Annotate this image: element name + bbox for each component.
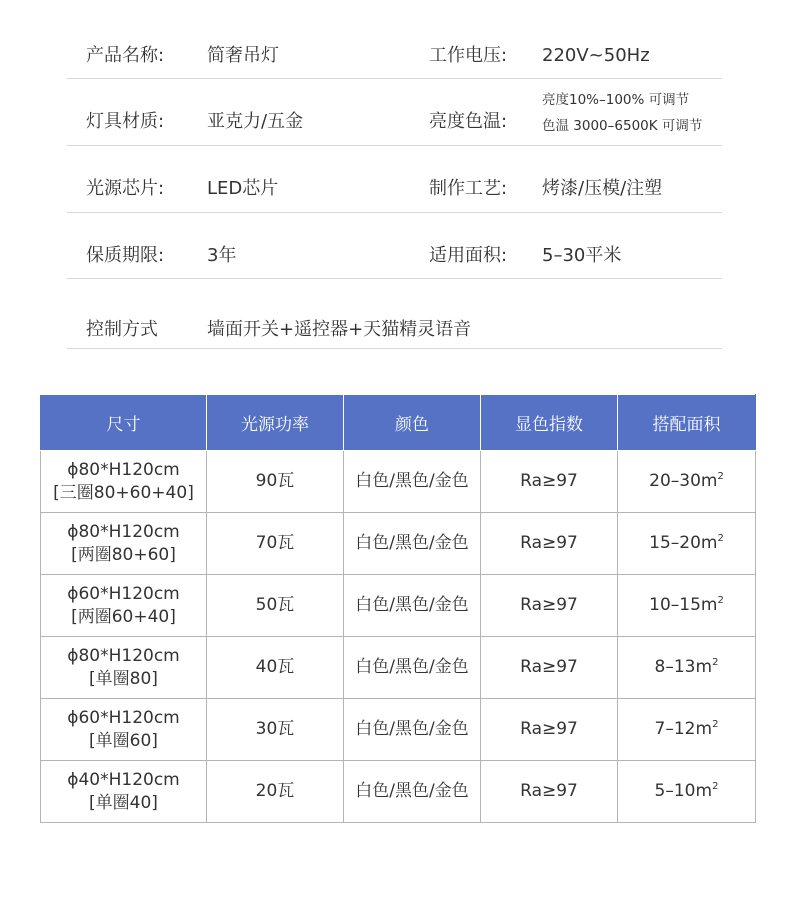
area-range: 10–15 <box>649 595 701 615</box>
power-cell: 70瓦 <box>207 513 344 575</box>
spec-value: 简奢吊灯 <box>207 45 279 66</box>
cri-cell: Ra≥97 <box>481 637 618 699</box>
area-unit: m <box>695 781 713 801</box>
spec-row <box>67 146 722 213</box>
area-unit: m <box>695 719 713 739</box>
table-row <box>41 699 756 761</box>
spec-value: 5–30平米 <box>542 245 622 266</box>
spec-value: LED芯片 <box>207 178 279 199</box>
size-cell <box>41 575 207 637</box>
size-dimensions: ϕ60*H120cm <box>67 583 180 604</box>
area-cell <box>618 761 756 823</box>
color-cell: 白色/黑色/金色 <box>344 513 481 575</box>
size-cell <box>41 637 207 699</box>
spec-row <box>67 22 722 79</box>
area-cell <box>618 699 756 761</box>
table-header-row <box>41 395 756 451</box>
area-cell <box>618 575 756 637</box>
size-cell <box>41 761 207 823</box>
spec-value: 亚克力/五金 <box>207 111 304 132</box>
spec-value: 烤漆/压模/注塑 <box>542 178 663 199</box>
area-unit: m <box>700 595 718 615</box>
color-cell: 白色/黑色/金色 <box>344 451 481 513</box>
size-rings: [三圈80+60+40] <box>53 482 194 503</box>
table-row <box>41 513 756 575</box>
area-cell <box>618 451 756 513</box>
header-cri: 显色指数 <box>481 395 618 451</box>
color-cell: 白色/黑色/金色 <box>344 761 481 823</box>
power-cell: 90瓦 <box>207 451 344 513</box>
area-unit-superscript: 2 <box>717 471 724 482</box>
area-unit-superscript: 2 <box>712 781 719 792</box>
area-range: 8–13 <box>654 657 696 677</box>
area-unit: m <box>700 471 718 491</box>
size-dimensions: ϕ60*H120cm <box>67 707 180 728</box>
spec-key: 适用面积: <box>429 245 508 266</box>
spec-key: 控制方式 <box>86 319 158 340</box>
cri-cell: Ra≥97 <box>481 699 618 761</box>
size-dimensions: ϕ80*H120cm <box>67 521 180 542</box>
size-cell <box>41 699 207 761</box>
area-unit-superscript: 2 <box>717 595 724 606</box>
area-range: 7–12 <box>654 719 696 739</box>
header-area: 搭配面积 <box>618 395 756 451</box>
header-color: 颜色 <box>344 395 481 451</box>
spec-key: 产品名称: <box>86 45 165 66</box>
area-unit-superscript: 2 <box>712 657 719 668</box>
spec-key: 保质期限: <box>86 245 165 266</box>
area-unit-superscript: 2 <box>717 533 724 544</box>
cri-cell: Ra≥97 <box>481 513 618 575</box>
spec-key: 光源芯片: <box>86 178 165 199</box>
header-power: 光源功率 <box>207 395 344 451</box>
size-dimensions: ϕ40*H120cm <box>67 769 180 790</box>
area-range: 15–20 <box>649 533 701 553</box>
color-cell: 白色/黑色/金色 <box>344 637 481 699</box>
size-rings: [两圈80+60] <box>71 544 176 565</box>
size-rings: [单圈40] <box>89 792 158 813</box>
spec-value-multiline <box>542 87 702 139</box>
spec-key: 亮度色温: <box>429 111 508 132</box>
table-row <box>41 761 756 823</box>
brightness-range: 亮度10%–100% 可调节 <box>542 92 690 108</box>
area-range: 5–10 <box>654 781 696 801</box>
spec-row <box>67 213 722 279</box>
header-size: 尺寸 <box>41 395 207 451</box>
cri-cell: Ra≥97 <box>481 575 618 637</box>
color-temp-range: 色温 3000–6500K 可调节 <box>542 118 703 134</box>
size-dimensions: ϕ80*H120cm <box>67 459 180 480</box>
table-row <box>41 637 756 699</box>
size-rings: [单圈60] <box>89 730 158 751</box>
cri-cell: Ra≥97 <box>481 451 618 513</box>
table-row <box>41 575 756 637</box>
spec-value: 220V~50Hz <box>542 45 650 66</box>
table-row <box>41 451 756 513</box>
spec-value: 墙面开关+遥控器+天猫精灵语音 <box>207 319 472 340</box>
area-unit: m <box>695 657 713 677</box>
size-dimensions: ϕ80*H120cm <box>67 645 180 666</box>
spec-row <box>67 79 722 146</box>
spec-key: 工作电压: <box>429 45 508 66</box>
size-cell <box>41 451 207 513</box>
color-cell: 白色/黑色/金色 <box>344 575 481 637</box>
area-cell <box>618 513 756 575</box>
spec-list <box>67 22 722 349</box>
size-rings: [两圈60+40] <box>71 606 176 627</box>
area-cell <box>618 637 756 699</box>
power-cell: 50瓦 <box>207 575 344 637</box>
cri-cell: Ra≥97 <box>481 761 618 823</box>
color-cell: 白色/黑色/金色 <box>344 699 481 761</box>
spec-key: 灯具材质: <box>86 111 165 132</box>
size-rings: [单圈80] <box>89 668 158 689</box>
spec-row <box>67 279 722 349</box>
area-unit-superscript: 2 <box>712 719 719 730</box>
power-cell: 30瓦 <box>207 699 344 761</box>
size-table <box>40 394 756 823</box>
size-cell <box>41 513 207 575</box>
area-range: 20–30 <box>649 471 701 491</box>
area-unit: m <box>700 533 718 553</box>
spec-key: 制作工艺: <box>429 178 508 199</box>
power-cell: 40瓦 <box>207 637 344 699</box>
power-cell: 20瓦 <box>207 761 344 823</box>
spec-value: 3年 <box>207 245 237 266</box>
